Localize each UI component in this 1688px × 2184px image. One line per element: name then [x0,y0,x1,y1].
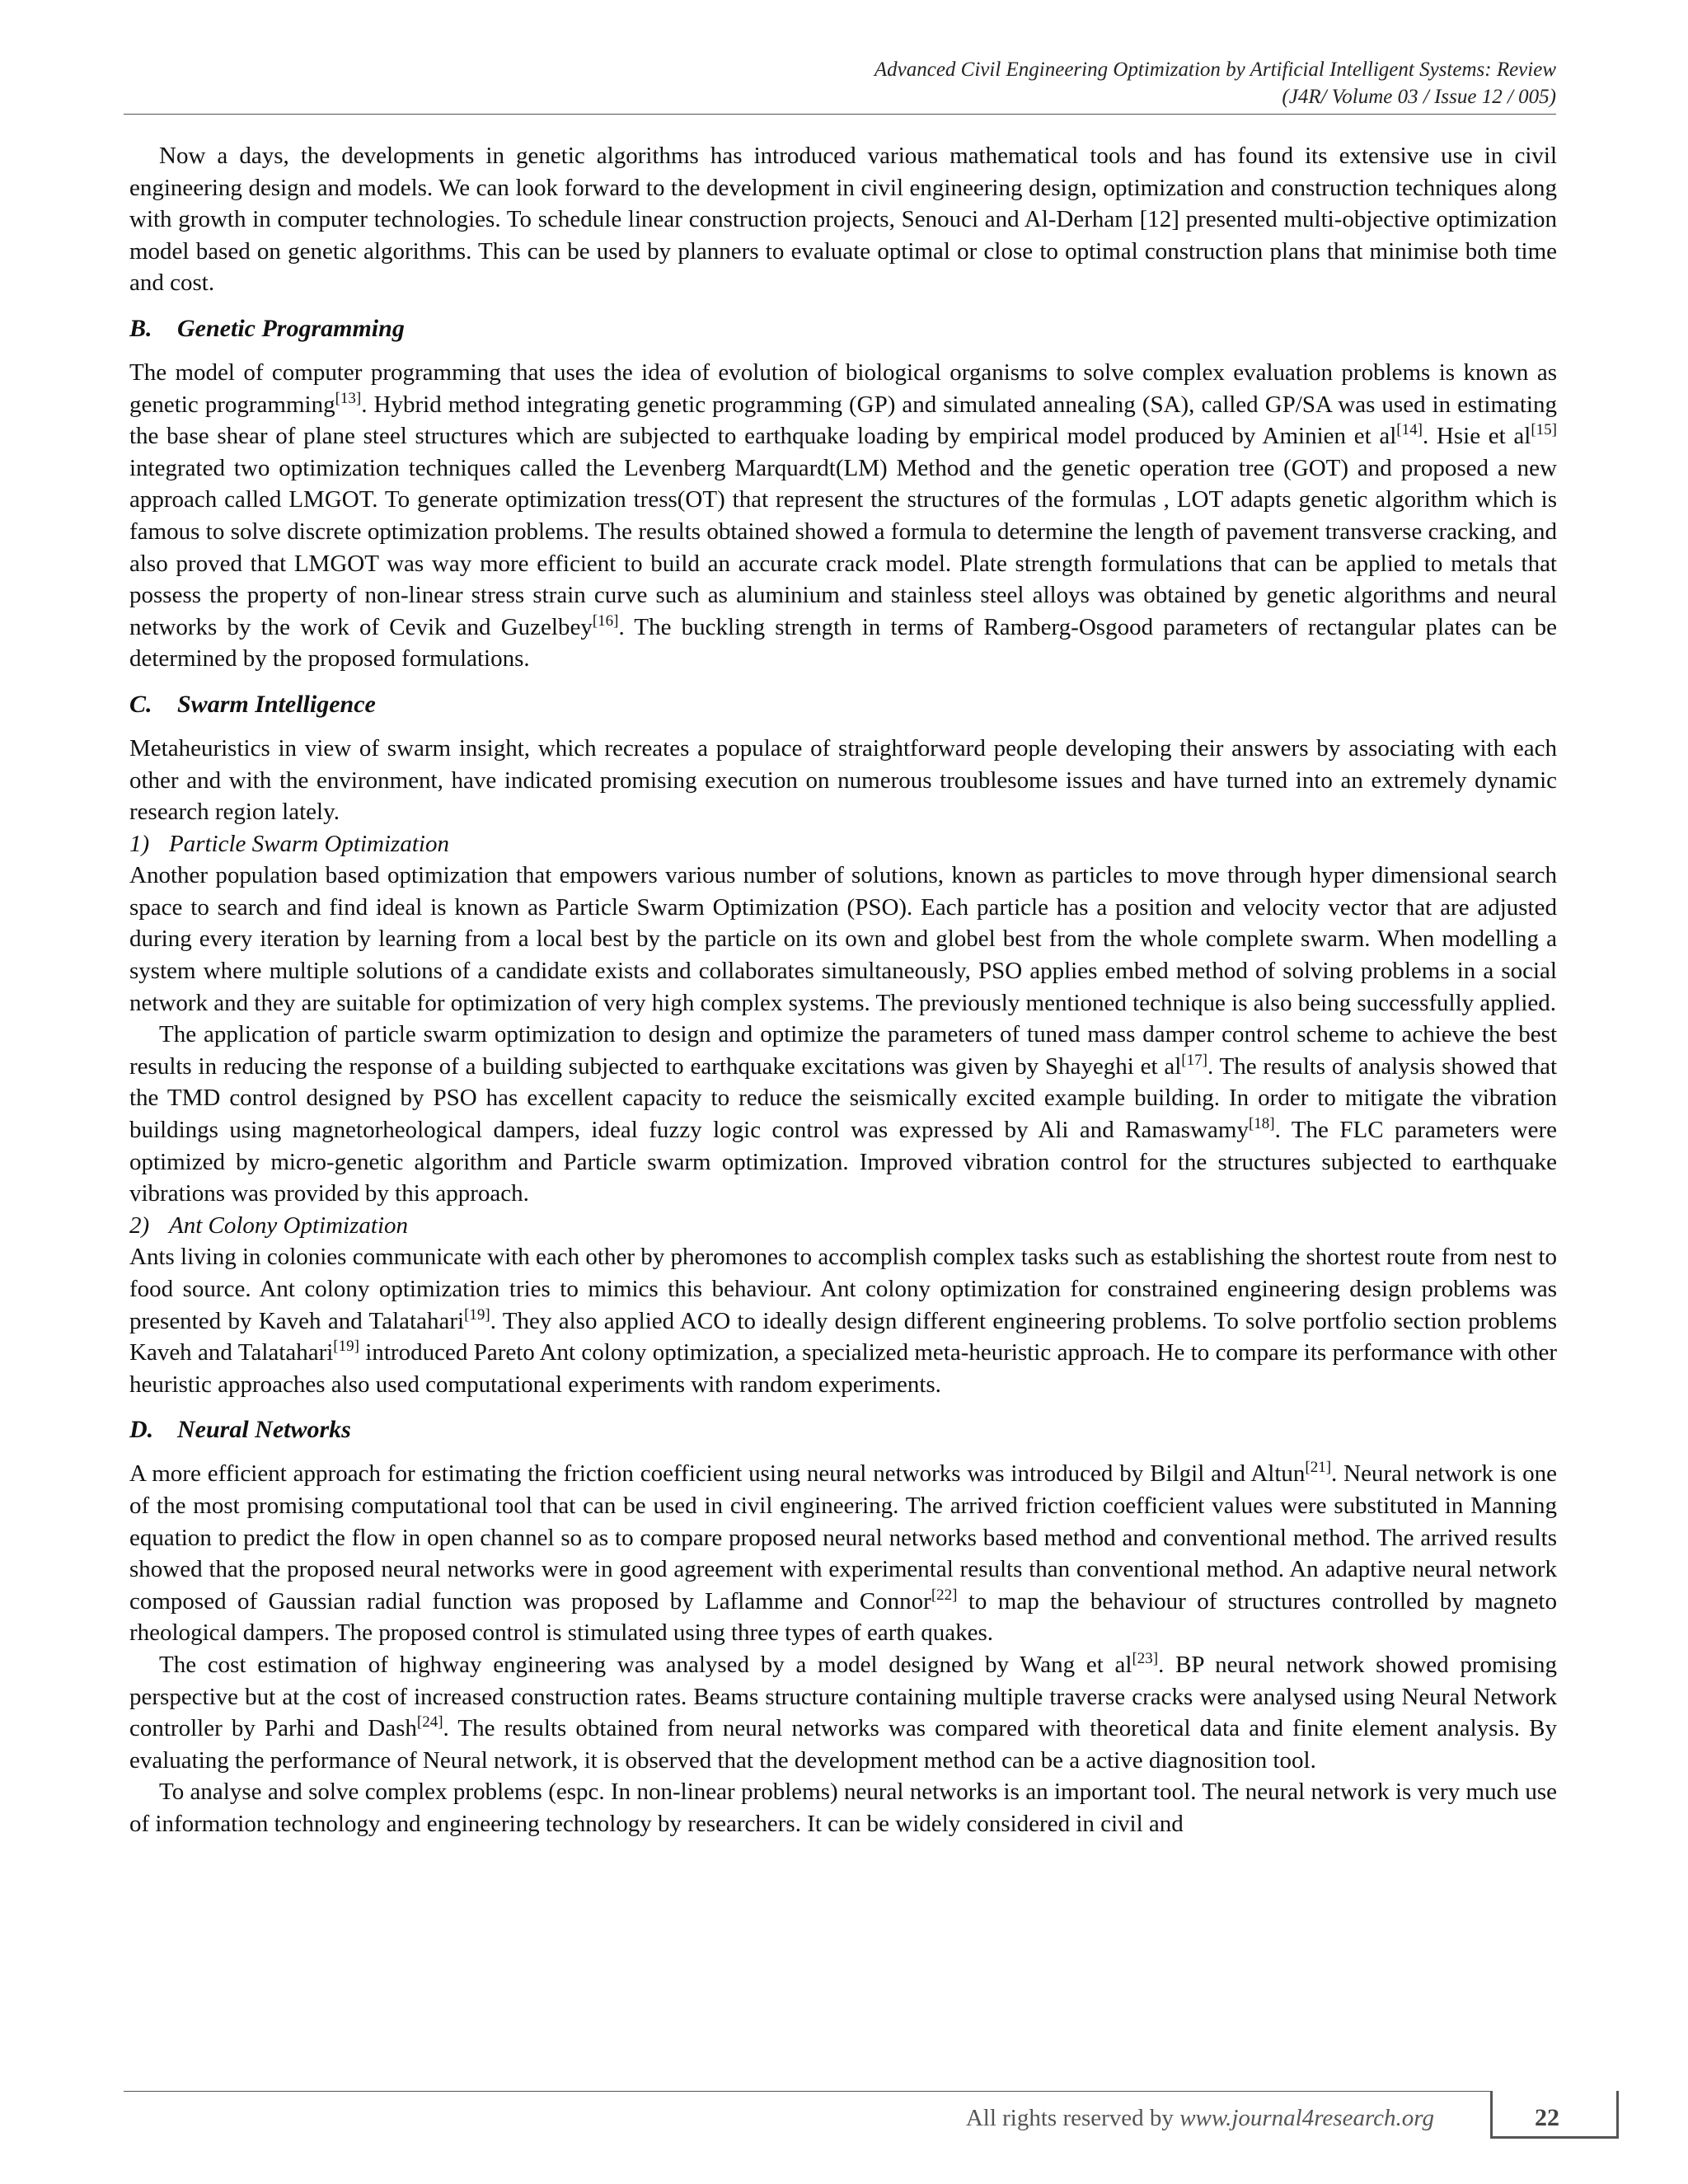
section-heading-swarm-intelligence [129,688,1557,721]
article-body [129,140,1557,1840]
neural-networks-paragraph-3: To analyse and solve complex problems (espc. In non-linear problems) neural networks is an important tool. The neural network is very much use of information technology and engineering technology by researchers. It can be widely considered in civil and [129,1779,1557,1837]
citation: [14] [1396,421,1423,439]
header-title: Advanced Civil Engineering Optimization by Artificial Intelligent Systems: Review [874,59,1556,81]
journal-url: www.journal4research.org [1179,2105,1434,2131]
footer-copyright: All rights reserved by www.journal4research.org [965,2105,1434,2131]
section-number: C. [129,690,152,718]
section-title: Neural Networks [177,1416,351,1444]
citation: [22] [931,1586,958,1604]
intro-paragraph: Now a days, the developments in genetic algorithms has introduced various mathematical tools and has found its extensive use in civil engineering design and models. We can look forward to the development in civil engineering design, optimization and construction techniques along with growth in computer technologies. To schedule linear construction projects, Senouci and Al-Derham [12] presented multi-objective optimization model based on genetic algorithms. This can be used by planners to evaluate optimal or close to optimal construction plans that minimise both time and cost. [129,143,1557,297]
footer-rule [124,2091,1490,2092]
subsection-number: 2) [129,1212,150,1239]
subsection-title: Ant Colony Optimization [169,1212,408,1239]
citation: [16] [592,612,619,630]
aco-paragraph: Ants living in colonies communicate with each other by pheromones to accomplish complex tasks such as establishing the shortest route from nest to food source. Ant colony optimization tries to mimics this behaviour. Ant colony optimization for constrained engineering design problems was presented by Kaveh and Talatahari[19]. They also applied ACO to ideally design different engineering problems. To solve portfolio section problems Kaveh and Talatahari[19] introduced Pareto Ant colony optimization, a specialized meta-heuristic approach. He to compare its performance with other heuristic approaches also used computational experiments with random experiments. [129,1244,1557,1398]
swarm-intelligence-paragraph: Metaheuristics in view of swarm insight, which recreates a populace of straightforward people developing their answers by associating with each other and with the environment, have indicated promising execution on numerous troublesome issues and have turned into an extremely dynamic research region lately. [129,734,1557,826]
subsection-title: Particle Swarm Optimization [169,830,449,857]
pso-paragraph-1: Another population based optimization that empowers various number of solutions, known as particles to move through hyper dimensional search space to search and find ideal is known as Particle Swarm Optimization (PSO). Each particle has a position and velocity vector that are adjusted during every iteration by learning from a local best by the particle on its own and globel best from the whole complete swarm. When modelling a system where multiple solutions of a candidate exists and collaborates simultaneously, PSO applies embed method of solving problems in a social network and they are suitable for optimization of very high complex systems. The previously mentioned technique is also being successfully applied. [129,862,1557,1016]
citation: [15] [1531,421,1557,439]
subsection-heading-pso [129,828,1557,860]
citation: [24] [416,1713,443,1732]
section-heading-neural-networks [129,1413,1557,1446]
subsection-heading-aco [129,1210,1557,1242]
citation: [19] [464,1305,490,1324]
subsection-number: 1) [129,830,150,857]
running-header [124,56,1556,110]
citation: [17] [1181,1051,1207,1069]
neural-networks-paragraph-2: The cost estimation of highway engineering was analysed by a model designed by Wang et al[23]. BP neural network showed promising perspective but at the cost of increased construction rates. Beams structure containing multiple traverse cracks were analysed using Neural Network controller by Parhi and Dash[24]. The results obtained from neural networks was compared with theoretical data and finite element analysis. By evaluating the performance of Neural network, it is observed that the development method can be a active diagnosition tool. [129,1649,1557,1774]
section-heading-genetic-programming [129,312,1557,345]
citation: [19] [333,1338,359,1356]
header-rule [124,114,1556,115]
section-number: D. [129,1416,154,1444]
pso-paragraph-2: The application of particle swarm optimization to design and optimize the parameters of tuned mass damper control scheme to achieve the best results in reducing the response of a building subjected to earthquake excitations was given by Shayeghi et al[17]. The results of analysis showed that the TMD control designed by PSO has excellent capacity to reduce the seismically excited example building. In order to mitigate the vibration buildings using magnetorheological dampers, ideal fuzzy logic control was expressed by Ali and Ramaswamy[18]. The FLC parameters were optimized by micro-genetic algorithm and Particle swarm optimization. Improved vibration control for the structures subjected to earthquake vibrations was provided by this approach. [129,1021,1558,1207]
section-title: Genetic Programming [177,314,405,342]
citation: [13] [335,389,362,407]
page-number: 22 [1535,2104,1559,2131]
citation: [18] [1248,1115,1275,1133]
section-number: B. [129,314,152,342]
citation: [23] [1132,1649,1159,1667]
citation: [21] [1305,1459,1332,1477]
section-title: Swarm Intelligence [177,690,376,718]
genetic-programming-paragraph: The model of computer programming that uses the idea of evolution of biological organisms to solve complex evaluation problems is known as genetic programming[13]. Hybrid method integrating genetic programming (GP) and simulated annealing (SA), called GP/SA was used in estimating the base shear of plane steel structures which are subjected to earthquake loading by empirical model produced by Aminien et al[14]. Hsie et al[15] integrated two optimization techniques called the Levenberg Marquardt(LM) Method and the genetic operation tree (GOT) and proposed a new approach called LMGOT. To generate optimization tress(OT) that represent the structures of the formulas , LOT adapts genetic algorithm which is famous to solve discrete optimization problems. The results obtained showed a formula to determine the length of pavement transverse cracking, and also proved that LMGOT was way more efficient to build an accurate crack model. Plate strength formulations that can be applied to metals that possess the property of non-linear stress strain curve such as aluminium and stainless steel alloys was obtained by genetic algorithms and neural networks by the work of Cevik and Guzelbey[16]. The buckling strength in terms of Ramberg-Osgood parameters of rectangular plates can be determined by the proposed formulations. [129,359,1558,673]
neural-networks-paragraph-1: A more efficient approach for estimating the friction coefficient using neural networks was introduced by Bilgil and Altun[21]. Neural network is one of the most promising computational tool that can be used in civil engineering. The arrived friction coefficient values were substituted in Manning equation to predict the flow in open channel so as to compare proposed neural networks based method and conventional method. The arrived results showed that the proposed neural networks were in good agreement with experimental results than conventional method. An adaptive neural network composed of Gaussian radial function was proposed by Laflamme and Connor[22] to map the behaviour of structures controlled by magneto rheological dampers. The proposed control is stimulated using three types of earth quakes. [129,1459,1557,1647]
header-issue: (J4R/ Volume 03 / Issue 12 / 005) [1282,86,1556,108]
